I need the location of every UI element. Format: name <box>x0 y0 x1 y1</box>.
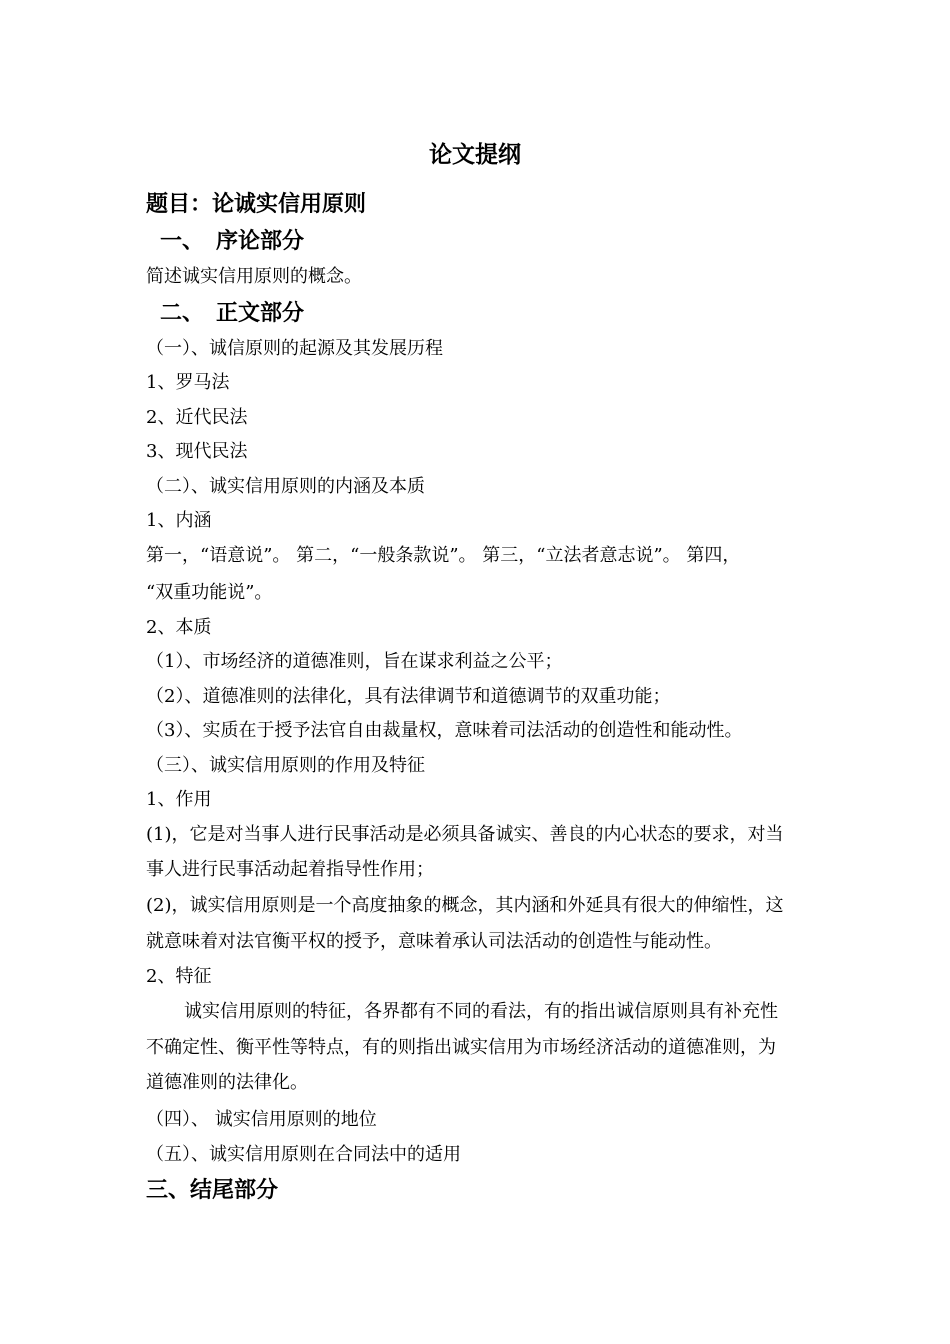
part-3-paragraph-line: 道德准则的法律化。 <box>146 1072 308 1093</box>
section-3-heading: 三、结尾部分 <box>146 1178 279 1203</box>
section-1-label: 序论部分 <box>216 229 305 254</box>
part-3-paragraph-line: 诚实信用原则的特征，各界都有不同的看法，有的指出诚信原则具有补充性 <box>184 1001 778 1022</box>
part-2-list-item: （3）、实质在于授予法官自由裁量权，意味着司法活动的创造性和能动性。 <box>146 720 743 741</box>
part-3-paragraph-line: 就意味着对法官衡平权的授予，意味着承认司法活动的创造性与能动性。 <box>146 931 722 952</box>
topic-heading: 题目：论诚实信用原则 <box>146 192 367 217</box>
part-2-paragraph-line: “双重功能说”。 <box>146 582 273 603</box>
part-3-paragraph-line: (1)，它是对当事人进行民事活动是必须具备诚实、善良的内心状态的要求，对当 <box>146 824 784 845</box>
section-1-number: 一、 <box>160 229 205 254</box>
part-2-list-item: （1）、市场经济的道德准则，旨在谋求利益之公平； <box>146 651 563 672</box>
part-2-subheading: 1、内涵 <box>146 510 212 531</box>
part-3-subheading: 1、作用 <box>146 789 212 810</box>
document-title: 论文提纲 <box>429 142 521 168</box>
section-1-heading <box>160 227 304 257</box>
part-3-heading: （三）、诚实信用原则的作用及特征 <box>146 755 425 776</box>
part-2-list-item: （2）、道德准则的法律化，具有法律调节和道德调节的双重功能； <box>146 686 671 707</box>
part-3-paragraph-line: 不确定性、衡平性等特点，有的则指出诚实信用为市场经济活动的道德准则，为 <box>146 1037 776 1058</box>
section-2-label: 正文部分 <box>216 301 305 326</box>
part-1-item: 1、罗马法 <box>146 372 230 393</box>
part-3-paragraph-line: (2)，诚实信用原则是一个高度抽象的概念，其内涵和外延具有很大的伸缩性，这 <box>146 895 784 916</box>
part-1-item: 2、近代民法 <box>146 407 248 428</box>
part-4-heading: （四）、 诚实信用原则的地位 <box>146 1109 377 1130</box>
part-2-paragraph-line: 第一，“语意说”。 第二，“一般条款说”。 第三，“立法者意志说”。 第四， <box>146 545 741 566</box>
section-2-number: 二、 <box>160 301 205 326</box>
part-2-heading: （二）、诚实信用原则的内涵及本质 <box>146 476 425 497</box>
part-3-paragraph-line: 事人进行民事活动起着指导性作用； <box>146 859 434 880</box>
section-2-heading <box>160 299 304 329</box>
part-1-item: 3、现代民法 <box>146 441 248 462</box>
part-5-heading: （五）、诚实信用原则在合同法中的适用 <box>146 1144 461 1165</box>
part-3-subheading: 2、特征 <box>146 966 212 987</box>
section-1-text: 简述诚实信用原则的概念。 <box>146 266 362 287</box>
part-1-heading: （一）、诚信原则的起源及其发展历程 <box>146 338 443 359</box>
part-2-subheading: 2、本质 <box>146 617 212 638</box>
